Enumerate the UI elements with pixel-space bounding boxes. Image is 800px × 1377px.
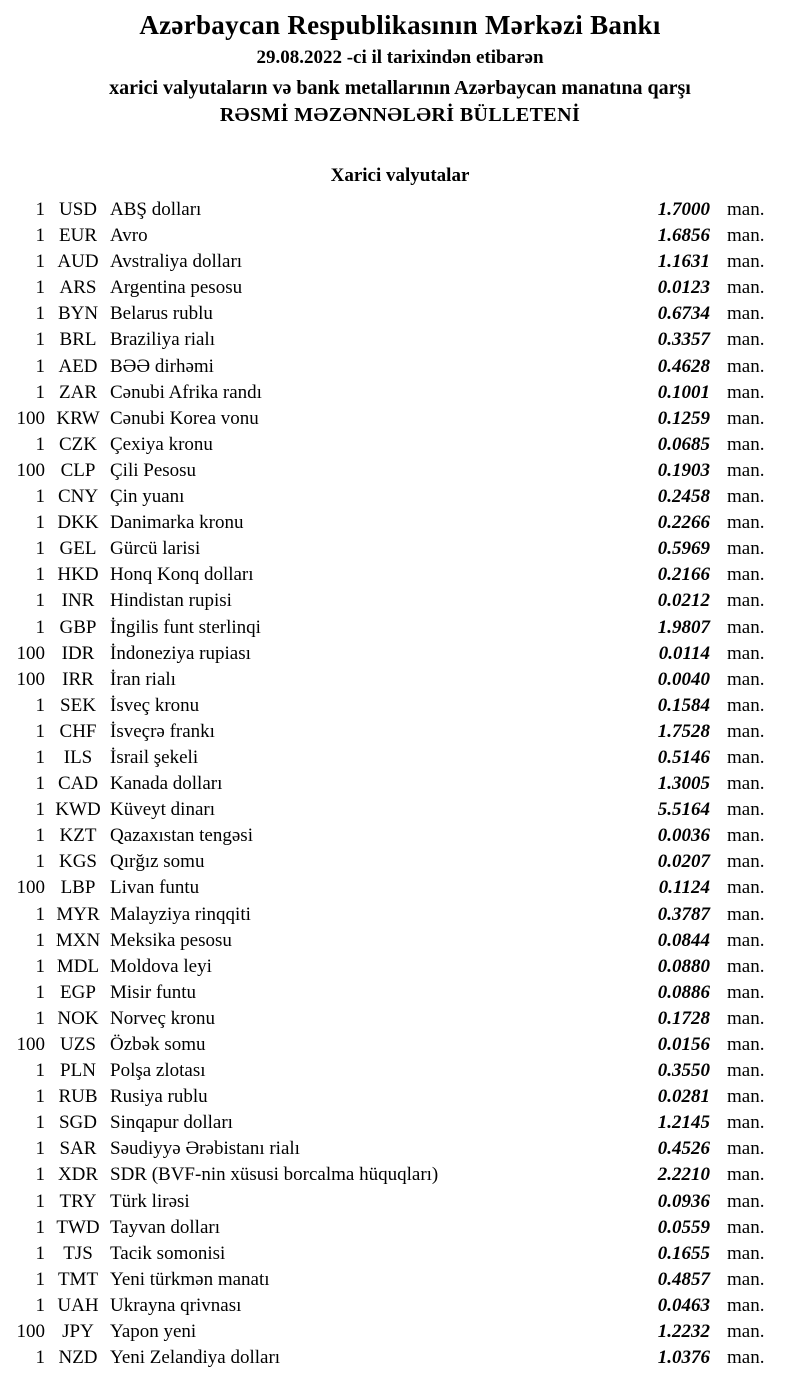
currency-code-cell: MXN <box>55 929 101 951</box>
unit-cell: man. <box>727 694 765 716</box>
unit-cell: man. <box>727 277 765 299</box>
quantity-cell: 100 <box>16 459 45 481</box>
currency-code-cell: NOK <box>57 1007 99 1029</box>
rate-cell: 0.3787 <box>657 903 710 925</box>
quantity-cell: 1 <box>35 381 45 403</box>
unit-cell: man. <box>727 199 765 220</box>
currency-name-cell: Meksika pesosu <box>110 929 232 951</box>
quantity-cell: 1 <box>35 1242 45 1264</box>
currency-name-cell: İngilis funt sterlinqi <box>110 616 261 638</box>
currency-code-cell: CNY <box>57 486 99 508</box>
unit-cell: man. <box>727 303 765 325</box>
unit-cell: man. <box>727 929 765 951</box>
currency-name-cell: Avstraliya dolları <box>110 251 243 273</box>
rate-cell: 0.1728 <box>657 1007 710 1029</box>
currency-code-cell: EGP <box>60 981 96 1003</box>
table-row <box>0 902 800 928</box>
unit-cell: man. <box>727 642 765 664</box>
table-row <box>0 380 800 406</box>
quantity-cell: 100 <box>16 1034 45 1055</box>
currency-code-cell: TWD <box>56 1216 100 1238</box>
quantity-cell: 1 <box>35 825 45 847</box>
currency-code-cell: ZAR <box>59 381 97 403</box>
rate-cell: 0.0156 <box>657 1034 710 1055</box>
currency-code-cell: GBP <box>59 616 97 638</box>
unit-cell: man. <box>727 825 765 847</box>
rate-cell: 1.6856 <box>657 225 710 247</box>
quantity-cell: 1 <box>35 303 45 325</box>
currency-code-cell: USD <box>58 199 97 220</box>
unit-cell: man. <box>727 590 765 612</box>
rate-cell: 0.4857 <box>657 1268 710 1290</box>
currency-name-cell: Çexiya kronu <box>110 433 213 455</box>
rate-cell: 1.7528 <box>657 720 710 742</box>
currency-code-cell: XDR <box>57 1164 99 1186</box>
quantity-cell: 100 <box>16 407 45 429</box>
currency-code-cell: IRR <box>62 668 94 690</box>
currency-name-cell: İsveçrə frankı <box>110 720 215 742</box>
rate-cell: 0.2266 <box>657 512 710 534</box>
unit-cell: man. <box>727 903 765 925</box>
rate-cell: 0.1655 <box>657 1242 710 1264</box>
rate-cell: 0.1259 <box>657 407 710 429</box>
table-row <box>0 1006 800 1032</box>
currency-name-cell: Moldova leyi <box>110 955 212 977</box>
rate-cell: 1.7000 <box>657 199 710 220</box>
table-row <box>0 1162 800 1188</box>
currency-code-cell: ARS <box>59 277 97 299</box>
quantity-cell: 1 <box>35 1060 45 1082</box>
rate-cell: 0.0463 <box>657 1294 710 1316</box>
currency-code-cell: UAH <box>57 1294 99 1316</box>
unit-cell: man. <box>727 381 765 403</box>
quantity-cell: 1 <box>35 1190 45 1212</box>
subtitle-line-1: xarici valyutaların və bank metallarının Azərbaycan manatına qarşı <box>109 77 691 99</box>
quantity-cell: 100 <box>16 1321 45 1343</box>
currency-name-cell: Cənubi Korea vonu <box>110 407 259 429</box>
quantity-cell: 1 <box>35 981 45 1003</box>
quantity-cell: 1 <box>35 1347 45 1369</box>
table-row <box>0 562 800 588</box>
currency-name-cell: Braziliya rialı <box>110 329 215 351</box>
currency-name-cell: Gürcü larisi <box>110 538 201 560</box>
unit-cell: man. <box>727 1112 765 1134</box>
currency-code-cell: LBP <box>60 877 96 899</box>
currency-code-cell: KGS <box>58 851 97 873</box>
currency-name-cell: Qırğız somu <box>110 851 205 873</box>
currency-code-cell: PLN <box>60 1060 96 1082</box>
unit-cell: man. <box>727 1242 765 1264</box>
currency-name-cell: Cənubi Afrika randı <box>110 381 262 403</box>
table-row <box>0 1241 800 1267</box>
quantity-cell: 1 <box>35 746 45 768</box>
rate-cell: 0.0040 <box>657 668 710 690</box>
rate-cell: 0.1001 <box>657 381 710 403</box>
unit-cell: man. <box>727 773 765 795</box>
quantity-cell: 1 <box>35 486 45 508</box>
table-row <box>0 928 800 954</box>
unit-cell: man. <box>727 564 765 586</box>
unit-cell: man. <box>727 512 765 534</box>
rate-cell: 0.2458 <box>657 486 710 508</box>
table-row <box>0 1058 800 1084</box>
rate-cell: 0.4628 <box>657 355 710 377</box>
rate-cell: 1.0376 <box>657 1347 710 1369</box>
currency-code-cell: SGD <box>58 1112 97 1134</box>
currency-name-cell: Kanada dolları <box>110 773 223 795</box>
unit-cell: man. <box>727 1007 765 1029</box>
rate-cell: 0.2166 <box>657 564 710 586</box>
currency-name-cell: İsveç kronu <box>110 694 200 716</box>
quantity-cell: 100 <box>16 877 45 899</box>
currency-code-cell: CZK <box>59 433 97 455</box>
currency-name-cell: Qazaxıstan tengəsi <box>110 825 253 847</box>
table-row <box>0 667 800 693</box>
quantity-cell: 100 <box>16 642 45 664</box>
table-row <box>0 536 800 562</box>
currency-name-cell: Ukrayna qrivnası <box>110 1294 242 1316</box>
rate-cell: 1.2145 <box>657 1112 710 1134</box>
unit-cell: man. <box>727 955 765 977</box>
unit-cell: man. <box>727 1347 765 1369</box>
table-row <box>0 1215 800 1241</box>
currency-code-cell: KZT <box>59 825 97 847</box>
table-row <box>0 745 800 771</box>
currency-code-cell: RUB <box>58 1086 98 1108</box>
currency-name-cell: İsrail şekeli <box>110 746 199 768</box>
quantity-cell: 1 <box>35 433 45 455</box>
quantity-cell: 1 <box>35 564 45 586</box>
currency-name-cell: Çin yuanı <box>110 486 185 508</box>
currency-name-cell: Küveyt dinarı <box>110 799 216 821</box>
currency-code-cell: CAD <box>57 773 99 795</box>
rate-cell: 0.0036 <box>657 825 710 847</box>
currency-code-cell: AED <box>58 355 98 377</box>
table-row <box>0 275 800 301</box>
currency-name-cell: Özbək somu <box>110 1034 206 1055</box>
quantity-cell: 1 <box>35 799 45 821</box>
table-row <box>0 1032 800 1058</box>
rate-cell: 0.5146 <box>657 746 710 768</box>
unit-cell: man. <box>727 1190 765 1212</box>
rate-cell: 0.0685 <box>657 433 710 455</box>
table-row <box>0 1084 800 1110</box>
rate-cell: 0.1903 <box>657 459 710 481</box>
currency-name-cell: Türk lirəsi <box>110 1190 190 1212</box>
currency-code-cell: KWD <box>55 799 101 821</box>
table-row <box>0 980 800 1006</box>
table-row <box>0 510 800 536</box>
quantity-cell: 1 <box>35 1268 45 1290</box>
unit-cell: man. <box>727 1034 765 1055</box>
table-row <box>0 327 800 353</box>
currency-code-cell: DKK <box>57 512 99 534</box>
currency-name-cell: Səudiyyə Ərəbistanı rialı <box>110 1138 300 1160</box>
table-row <box>0 1267 800 1293</box>
unit-cell: man. <box>727 225 765 247</box>
unit-cell: man. <box>727 746 765 768</box>
table-row <box>0 1110 800 1136</box>
currency-name-cell: İran rialı <box>110 668 176 690</box>
quantity-cell: 1 <box>35 1294 45 1316</box>
currency-code-cell: EUR <box>59 225 97 247</box>
table-row <box>0 197 800 223</box>
currency-name-cell: İndoneziya rupiası <box>110 642 251 664</box>
currency-code-cell: CHF <box>59 720 97 742</box>
unit-cell: man. <box>727 1060 765 1082</box>
unit-cell: man. <box>727 851 765 873</box>
currency-code-cell: UZS <box>60 1034 96 1055</box>
currency-name-cell: Yeni Zelandiya dolları <box>110 1347 281 1369</box>
table-row <box>0 693 800 719</box>
quantity-cell: 1 <box>35 1007 45 1029</box>
table-row <box>0 484 800 510</box>
table-row <box>0 1319 800 1345</box>
unit-cell: man. <box>727 251 765 273</box>
currency-code-cell: SEK <box>60 694 96 716</box>
quantity-cell: 1 <box>35 251 45 273</box>
unit-cell: man. <box>727 877 765 899</box>
section-title: Xarici valyutalar <box>330 165 470 186</box>
currency-name-cell: Hindistan rupisi <box>110 590 232 612</box>
unit-cell: man. <box>727 538 765 560</box>
currency-code-cell: BRL <box>59 329 97 351</box>
unit-cell: man. <box>727 407 765 429</box>
table-row <box>0 1345 800 1371</box>
quantity-cell: 1 <box>35 955 45 977</box>
unit-cell: man. <box>727 799 765 821</box>
page-title: Azərbaycan Respublikasının Mərkəzi Bankı <box>139 10 661 40</box>
currency-name-cell: Belarus rublu <box>110 303 213 325</box>
table-row <box>0 301 800 327</box>
currency-name-cell: Norveç kronu <box>110 1007 215 1029</box>
currency-name-cell: Misir funtu <box>110 981 197 1003</box>
rate-cell: 0.0844 <box>657 929 710 951</box>
unit-cell: man. <box>727 1216 765 1238</box>
table-row <box>0 223 800 249</box>
unit-cell: man. <box>727 668 765 690</box>
unit-cell: man. <box>727 459 765 481</box>
quantity-cell: 1 <box>35 616 45 638</box>
quantity-cell: 1 <box>35 851 45 873</box>
unit-cell: man. <box>727 720 765 742</box>
quantity-cell: 1 <box>35 694 45 716</box>
currency-code-cell: MDL <box>56 955 100 977</box>
table-row <box>0 771 800 797</box>
currency-code-cell: TRY <box>59 1190 97 1212</box>
currency-code-cell: TMT <box>57 1268 99 1290</box>
quantity-cell: 1 <box>35 355 45 377</box>
currency-name-cell: Tacik somonisi <box>110 1242 226 1264</box>
unit-cell: man. <box>727 1138 765 1160</box>
table-row <box>0 458 800 484</box>
currency-name-cell: Malayziya rinqqiti <box>110 903 251 925</box>
table-row <box>0 615 800 641</box>
unit-cell: man. <box>727 433 765 455</box>
rate-cell: 0.1584 <box>657 694 710 716</box>
table-row <box>0 954 800 980</box>
currency-rates-table <box>0 197 800 1371</box>
quantity-cell: 1 <box>35 1112 45 1134</box>
table-row <box>0 797 800 823</box>
quantity-cell: 1 <box>35 929 45 951</box>
quantity-cell: 1 <box>35 225 45 247</box>
currency-name-cell: ABŞ dolları <box>110 199 202 220</box>
unit-cell: man. <box>727 981 765 1003</box>
currency-code-cell: SAR <box>59 1138 97 1160</box>
currency-name-cell: BƏƏ dirhəmi <box>110 355 214 377</box>
rate-cell: 1.1631 <box>657 251 710 273</box>
table-row <box>0 588 800 614</box>
table-row <box>0 875 800 901</box>
table-row <box>0 354 800 380</box>
table-row <box>0 1189 800 1215</box>
rate-cell: 0.3550 <box>657 1060 710 1082</box>
rate-cell: 5.5164 <box>657 799 710 821</box>
currency-code-cell: AUD <box>57 251 99 273</box>
currency-name-cell: Polşa zlotası <box>110 1060 206 1082</box>
currency-name-cell: Yeni türkmən manatı <box>110 1268 270 1290</box>
currency-name-cell: Danimarka kronu <box>110 512 244 534</box>
currency-code-cell: GEL <box>59 538 97 560</box>
currency-name-cell: Argentina pesosu <box>110 277 243 299</box>
quantity-cell: 100 <box>16 668 45 690</box>
rate-cell: 1.2232 <box>657 1321 710 1343</box>
rate-cell: 0.6734 <box>657 303 710 325</box>
quantity-cell: 1 <box>35 1138 45 1160</box>
rate-cell: 0.0207 <box>657 851 710 873</box>
currency-code-cell: ILS <box>63 746 93 768</box>
rate-cell: 0.3357 <box>657 329 710 351</box>
table-row <box>0 249 800 275</box>
rate-cell: 0.0281 <box>657 1086 710 1108</box>
quantity-cell: 1 <box>35 199 45 220</box>
unit-cell: man. <box>727 1294 765 1316</box>
table-row <box>0 1136 800 1162</box>
rate-cell: 0.5969 <box>657 538 710 560</box>
unit-cell: man. <box>727 1164 765 1186</box>
rate-cell: 0.0936 <box>657 1190 710 1212</box>
rate-cell: 0.0559 <box>657 1216 710 1238</box>
rate-cell: 0.0123 <box>657 277 710 299</box>
currency-name-cell: Rusiya rublu <box>110 1086 208 1108</box>
subtitle-line-2: RƏSMİ MƏZƏNNƏLƏRİ BÜLLETENİ <box>219 104 581 126</box>
currency-code-cell: KRW <box>56 407 100 429</box>
currency-code-cell: INR <box>61 590 95 612</box>
unit-cell: man. <box>727 1268 765 1290</box>
unit-cell: man. <box>727 486 765 508</box>
quantity-cell: 1 <box>35 538 45 560</box>
unit-cell: man. <box>727 355 765 377</box>
unit-cell: man. <box>727 616 765 638</box>
rate-cell: 2.2210 <box>657 1164 710 1186</box>
quantity-cell: 1 <box>35 1216 45 1238</box>
currency-name-cell: SDR (BVF-nin xüsusi borcalma hüquqları) <box>110 1164 439 1186</box>
table-row <box>0 823 800 849</box>
quantity-cell: 1 <box>35 720 45 742</box>
currency-code-cell: NZD <box>58 1347 98 1369</box>
currency-name-cell: Sinqapur dolları <box>110 1112 233 1134</box>
currency-code-cell: BYN <box>57 303 99 325</box>
rate-cell: 0.1124 <box>658 877 710 899</box>
currency-name-cell: Tayvan dolları <box>110 1216 220 1238</box>
currency-name-cell: Honq Konq dolları <box>110 564 254 586</box>
unit-cell: man. <box>727 329 765 351</box>
currency-name-cell: Yapon yeni <box>110 1321 197 1343</box>
quantity-cell: 1 <box>35 590 45 612</box>
rate-cell: 0.0212 <box>657 590 710 612</box>
unit-cell: man. <box>727 1321 765 1343</box>
currency-code-cell: IDR <box>61 642 95 664</box>
quantity-cell: 1 <box>35 773 45 795</box>
currency-code-cell: CLP <box>60 459 96 481</box>
currency-code-cell: MYR <box>56 903 100 925</box>
currency-code-cell: HKD <box>57 564 99 586</box>
quantity-cell: 1 <box>35 903 45 925</box>
effective-date-line: 29.08.2022 -ci il tarixindən etibarən <box>256 47 544 68</box>
currency-code-cell: JPY <box>62 1321 94 1343</box>
rate-cell: 0.0880 <box>657 955 710 977</box>
unit-cell: man. <box>727 1086 765 1108</box>
currency-name-cell: Avro <box>110 225 148 247</box>
table-row <box>0 719 800 745</box>
quantity-cell: 1 <box>35 329 45 351</box>
quantity-cell: 1 <box>35 1086 45 1108</box>
quantity-cell: 1 <box>35 277 45 299</box>
rate-cell: 1.3005 <box>657 773 710 795</box>
table-row <box>0 849 800 875</box>
currency-name-cell: Çili Pesosu <box>110 459 197 481</box>
rate-cell: 0.4526 <box>657 1138 710 1160</box>
quantity-cell: 1 <box>35 512 45 534</box>
quantity-cell: 1 <box>35 1164 45 1186</box>
table-row <box>0 406 800 432</box>
table-row <box>0 432 800 458</box>
rate-cell: 0.0886 <box>657 981 710 1003</box>
table-row <box>0 1293 800 1319</box>
currency-code-cell: TJS <box>63 1242 93 1264</box>
rate-cell: 0.0114 <box>658 642 710 664</box>
table-row <box>0 641 800 667</box>
currency-name-cell: Livan funtu <box>110 877 200 899</box>
rate-cell: 1.9807 <box>657 616 710 638</box>
